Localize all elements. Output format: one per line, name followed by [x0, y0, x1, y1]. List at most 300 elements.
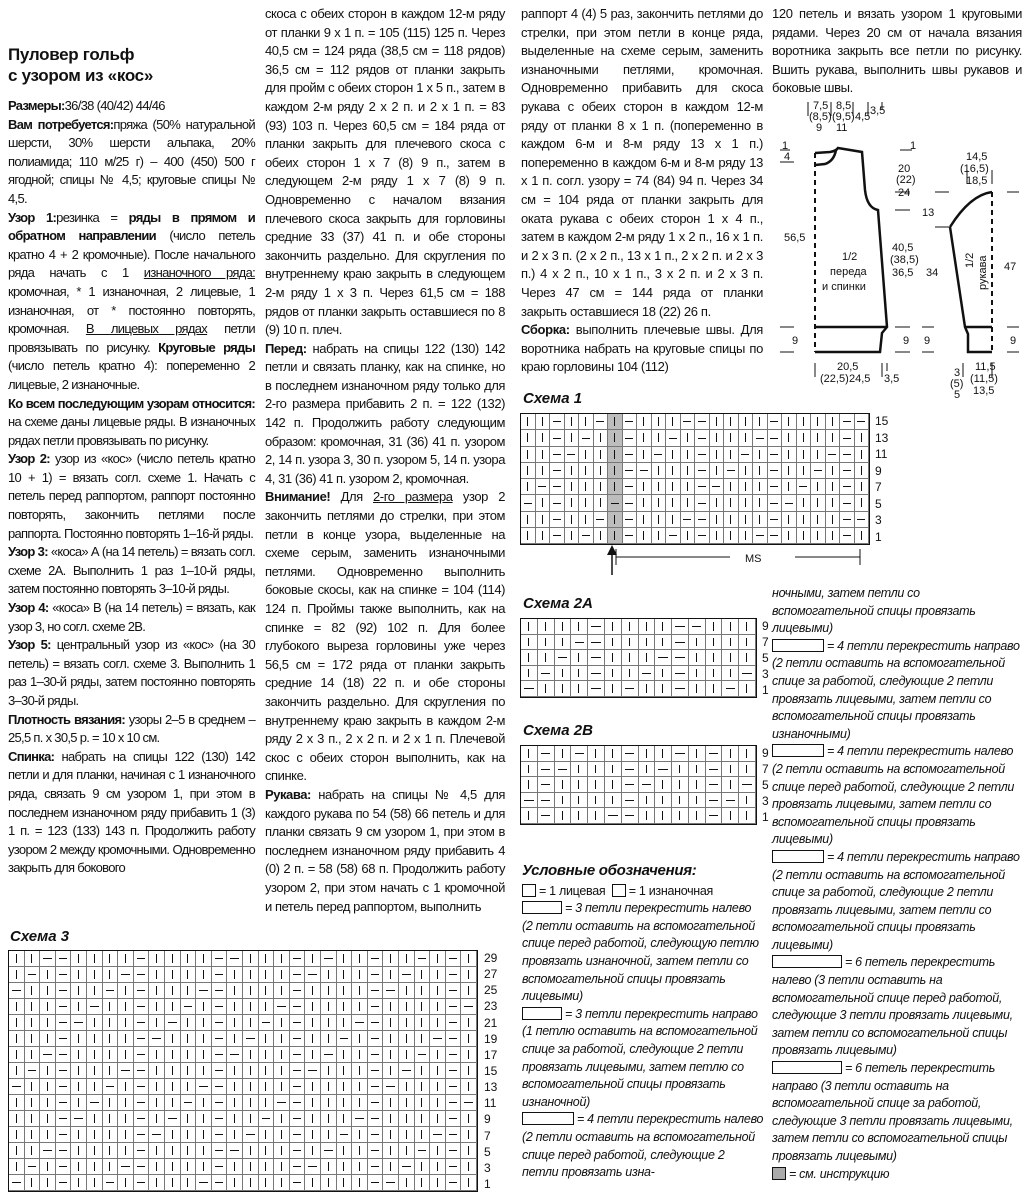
row-number: 7 [875, 480, 882, 495]
purl-cell [212, 1111, 228, 1127]
knit-cell [40, 1175, 56, 1191]
knit-cell [259, 951, 275, 967]
bold-text: Узор 2: [8, 451, 50, 467]
knit-cell [739, 512, 754, 528]
knit-cell [571, 666, 588, 682]
knit-cell [337, 1095, 353, 1111]
purl-cell [446, 1063, 462, 1079]
knit-cell [71, 1079, 87, 1095]
row-number: 9 [762, 619, 769, 633]
knit-cell [571, 793, 588, 809]
knit-cell [655, 619, 672, 635]
knit-cell [710, 495, 725, 511]
knit-cell [739, 479, 754, 495]
knit-cell [672, 808, 689, 824]
knit-cell [637, 479, 652, 495]
knit-cell [555, 635, 572, 651]
purl-cell [672, 635, 689, 651]
knit-cell [259, 1063, 275, 1079]
knit-cell [637, 512, 652, 528]
dim-label: 56,5 [784, 232, 806, 244]
knit-cell [521, 414, 536, 430]
knit-cell [87, 1111, 103, 1127]
knit-cell [399, 1015, 415, 1031]
knit-cell [855, 447, 870, 463]
legend-item [772, 1166, 1024, 1184]
purl-cell [695, 512, 710, 528]
purl-cell [368, 1143, 384, 1159]
knit-cell [352, 1063, 368, 1079]
purl-cell [134, 951, 150, 967]
knit-cell [724, 512, 739, 528]
paragraph [265, 786, 505, 916]
bold-text: Сборка: [521, 322, 570, 338]
dim-label: 5 [954, 389, 961, 400]
purl-cell [40, 1047, 56, 1063]
purl-cell [622, 681, 639, 697]
knit-cell [87, 1127, 103, 1143]
legend-text: = 6 петель перекрестить налево (3 петли оставить на вспомогательной спице перед работой, следующие 3 петли провязать лицевыми, затем петли со вспомогательной спицы провязать лицевыми) [772, 955, 1013, 1058]
knit-cell [87, 1079, 103, 1095]
knit-cell [622, 635, 639, 651]
knit-cell [87, 1015, 103, 1031]
knit-cell [243, 1143, 259, 1159]
knit-cell [243, 1159, 259, 1175]
knit-cell [811, 430, 826, 446]
purl-cell [134, 1111, 150, 1127]
knit-cell [605, 762, 622, 778]
purl-cell [666, 430, 681, 446]
purl-cell [290, 951, 306, 967]
dim-label: (11,5) [970, 373, 998, 385]
knit-cell [383, 1111, 399, 1127]
knit-cell [243, 1095, 259, 1111]
purl-cell [538, 762, 555, 778]
purl-cell [550, 528, 565, 544]
knit-cell [753, 495, 768, 511]
knit-cell [555, 777, 572, 793]
knit-cell [579, 463, 594, 479]
knit-cell [710, 430, 725, 446]
knit-cell [415, 1079, 431, 1095]
knit-cell [243, 1047, 259, 1063]
legend-text: = 1 лицевая [539, 883, 606, 898]
knit-cell [383, 1047, 399, 1063]
legend-item [522, 900, 764, 1006]
knit-cell [9, 1127, 25, 1143]
purl-cell [538, 777, 555, 793]
purl-cell [352, 1015, 368, 1031]
legend-item [772, 1060, 1024, 1166]
paragraph [521, 321, 763, 377]
cable-symbol-icon [522, 901, 562, 914]
knit-cell [605, 793, 622, 809]
dim-label: 13 [922, 207, 935, 219]
knit-cell [739, 619, 756, 635]
knit-cell [227, 1079, 243, 1095]
knit-cell [594, 528, 609, 544]
purl-cell [368, 1159, 384, 1175]
scheme-2b-chart [520, 745, 757, 825]
legend-text: = 6 петель перекрестить направо (3 петли оставить на вспомогательной спице за работой, следующие 3 петли провязать лицевыми, затем петли со вспомогательной спицы провязать лицевыми) [772, 1061, 1013, 1163]
knit-cell [681, 495, 696, 511]
knit-cell [706, 681, 723, 697]
purl-cell [706, 793, 723, 809]
paragraph [265, 340, 505, 489]
purl-cell [768, 479, 783, 495]
legend-item [772, 954, 1024, 1060]
title-line: Пуловер гольф [8, 45, 135, 64]
knit-cell [608, 414, 623, 430]
row-number: 1 [762, 683, 769, 697]
knit-cell [165, 1063, 181, 1079]
knit-cell [181, 1063, 197, 1079]
knit-cell [321, 1079, 337, 1095]
knit-cell [652, 430, 667, 446]
column-3-text [521, 5, 763, 377]
purl-cell [71, 1015, 87, 1031]
purl-cell [706, 762, 723, 778]
knit-cell [855, 430, 870, 446]
legend-col-2 [772, 585, 1024, 1183]
purl-cell [782, 495, 797, 511]
knit-cell [25, 1047, 41, 1063]
text: выполнить плечевые швы. Для воротника набрать на круговые спицы по краю горловины 104 (112) [521, 322, 763, 375]
purl-cell [290, 1079, 306, 1095]
purl-cell [695, 463, 710, 479]
purl-cell [305, 1063, 321, 1079]
knit-cell [689, 635, 706, 651]
knit-cell [321, 1095, 337, 1111]
knit-cell [588, 793, 605, 809]
knit-cell [337, 967, 353, 983]
knit-cell [181, 1047, 197, 1063]
purl-cell [415, 1143, 431, 1159]
purl-cell [149, 1031, 165, 1047]
knit-cell [639, 681, 656, 697]
purl-cell [321, 1143, 337, 1159]
knit-cell [579, 479, 594, 495]
knit-cell [521, 650, 538, 666]
knit-cell [461, 1079, 477, 1095]
knit-cell [681, 528, 696, 544]
dim-label: 36,5 [892, 267, 914, 279]
dim-label: 47 [1004, 261, 1017, 273]
purl-cell [25, 1063, 41, 1079]
purl-cell [538, 746, 555, 762]
purl-cell [446, 1031, 462, 1047]
knit-cell [118, 1095, 134, 1111]
knit-cell [274, 1111, 290, 1127]
knit-cell [639, 762, 656, 778]
knit-cell [274, 983, 290, 999]
knit-cell [305, 1175, 321, 1191]
purl-cell [56, 983, 72, 999]
knit-cell [181, 951, 197, 967]
knit-cell [811, 512, 826, 528]
legend-col-1 [522, 862, 764, 1182]
knit-cell [274, 1063, 290, 1079]
knit-cell [243, 1079, 259, 1095]
knit-cell [103, 1127, 119, 1143]
knit-cell [571, 619, 588, 635]
knit-cell [565, 512, 580, 528]
knit-cell [666, 447, 681, 463]
purl-cell [165, 1015, 181, 1031]
knit-cell [594, 447, 609, 463]
knit-cell [40, 1079, 56, 1095]
knit-cell [605, 681, 622, 697]
knit-cell [594, 495, 609, 511]
purl-cell [446, 1047, 462, 1063]
purl-cell [840, 528, 855, 544]
purl-cell [212, 1063, 228, 1079]
purl-cell [446, 1159, 462, 1175]
dim-label: 9 [903, 335, 910, 347]
knit-cell [637, 414, 652, 430]
knit-cell [639, 650, 656, 666]
knit-cell [181, 1175, 197, 1191]
purl-cell [134, 1015, 150, 1031]
purl-cell [134, 1047, 150, 1063]
knit-cell [637, 528, 652, 544]
purl-cell [368, 967, 384, 983]
purl-cell [639, 666, 656, 682]
knit-cell [538, 619, 555, 635]
purl-cell [840, 430, 855, 446]
knit-cell [71, 951, 87, 967]
purl-cell [290, 1127, 306, 1143]
knit-cell [415, 999, 431, 1015]
knit-cell [87, 1063, 103, 1079]
purl-cell [368, 1063, 384, 1079]
knit-cell [461, 1015, 477, 1031]
row-number: 9 [875, 463, 882, 478]
purl-cell [797, 479, 812, 495]
purl-cell [672, 650, 689, 666]
purl-cell [181, 1095, 197, 1111]
text: «коса» А (на 14 петель) = вязать согл. схеме 2А. Выполнить 1 раз 1–10-й ряды, затем постоянно повторять 3–10-й ряды. [8, 544, 255, 597]
knit-cell [383, 1015, 399, 1031]
purl-cell [623, 447, 638, 463]
text: резинка = [56, 209, 129, 225]
knit-cell [461, 1143, 477, 1159]
knit-cell [739, 528, 754, 544]
knit-cell [681, 447, 696, 463]
knit-cell [352, 999, 368, 1015]
knit-cell [149, 1111, 165, 1127]
row-number: 5 [484, 1144, 491, 1159]
knit-cell [227, 1159, 243, 1175]
knit-cell [739, 495, 754, 511]
knit-cell [305, 983, 321, 999]
scheme-2a-chart [520, 618, 757, 698]
text: набрать на спицы 122 (130) 142 петли и для планки, начиная с 1 изнаночного ряда, связать 9 см узором 1, при этом в последнем изнаночном ряду прибавить 1 (3) 1 п. = 123 (133) 143 п. Продолжить работу узором 2 между кромочными. Одновременно закрыть для бокового [8, 748, 255, 876]
knit-cell [753, 479, 768, 495]
knit-cell [9, 1095, 25, 1111]
knit-cell [689, 808, 706, 824]
purl-cell [538, 666, 555, 682]
knit-cell [274, 951, 290, 967]
knit-cell [9, 1047, 25, 1063]
purl-cell [840, 463, 855, 479]
knit-cell [243, 983, 259, 999]
knit-cell [415, 1063, 431, 1079]
knit-cell [739, 414, 754, 430]
purl-cell [588, 681, 605, 697]
purl-cell [368, 999, 384, 1015]
purl-cell [56, 999, 72, 1015]
knit-cell [655, 666, 672, 682]
bold-text: Узор 3: [8, 544, 48, 560]
purl-cell [134, 1175, 150, 1191]
knit-cell [724, 528, 739, 544]
purl-cell [56, 1159, 72, 1175]
purl-cell [383, 1175, 399, 1191]
purl-cell [536, 479, 551, 495]
knit-cell [9, 999, 25, 1015]
dim-label: 11 [836, 122, 848, 134]
purl-cell [639, 777, 656, 793]
knit-cell [87, 951, 103, 967]
knit-cell [430, 1159, 446, 1175]
knit-cell [608, 463, 623, 479]
knit-cell [274, 1127, 290, 1143]
knit-cell [103, 1063, 119, 1079]
knit-cell [103, 1143, 119, 1159]
knit-cell [25, 951, 41, 967]
knit-cell [521, 619, 538, 635]
purl-cell [290, 1175, 306, 1191]
knit-cell [196, 1143, 212, 1159]
title-line: с узором из «кос» [8, 66, 153, 85]
knit-cell [71, 967, 87, 983]
body-label: 1/2 [842, 251, 858, 263]
purl-cell [768, 495, 783, 511]
knit-cell [536, 414, 551, 430]
purl-cell [446, 967, 462, 983]
purl-cell [706, 777, 723, 793]
knit-cell [227, 1111, 243, 1127]
purl-cell [290, 1015, 306, 1031]
purl-cell [672, 619, 689, 635]
row-number: 1 [762, 810, 769, 824]
purl-cell [753, 430, 768, 446]
knit-cell [305, 1047, 321, 1063]
bold-text: Внимание! [265, 489, 331, 505]
purl-cell [337, 1031, 353, 1047]
knit-cell [521, 479, 536, 495]
knit-cell [40, 983, 56, 999]
legend-text: = 1 изнаночная [628, 883, 714, 898]
knit-cell [352, 1095, 368, 1111]
knit-cell [571, 808, 588, 824]
purl-cell [550, 414, 565, 430]
knit-cell [461, 967, 477, 983]
knit-cell [722, 762, 739, 778]
purl-cell [118, 967, 134, 983]
legend-text: = 3 петли перекрестить налево (2 петли оставить на вспомогательной спице перед работой, следующую петлю провязать изнаночной, затем петли со вспомогательной спицы провязать лицевыми) [522, 901, 759, 1004]
knit-cell [352, 1159, 368, 1175]
knit-cell [165, 1047, 181, 1063]
knit-cell [639, 746, 656, 762]
purl-cell [383, 1079, 399, 1095]
purl-cell [290, 999, 306, 1015]
dim-label: 9 [924, 335, 931, 347]
knit-cell [652, 512, 667, 528]
knit-cell [571, 762, 588, 778]
knit-cell [722, 808, 739, 824]
purl-cell [9, 1175, 25, 1191]
knit-cell [25, 999, 41, 1015]
knit-cell [461, 1127, 477, 1143]
purl-cell [588, 619, 605, 635]
purl-cell [623, 479, 638, 495]
knit-cell [655, 681, 672, 697]
knit-cell [243, 1063, 259, 1079]
page-title [8, 44, 153, 86]
knit-cell [165, 1031, 181, 1047]
knit-cell [521, 430, 536, 446]
dim-label: 9 [792, 335, 799, 347]
purl-cell [274, 999, 290, 1015]
purl-cell [415, 951, 431, 967]
knit-cell [383, 1095, 399, 1111]
body-label: переда [830, 266, 867, 278]
bold-text: Рукава: [265, 786, 311, 802]
purl-cell [212, 1079, 228, 1095]
knit-cell [103, 1111, 119, 1127]
purl-cell [103, 983, 119, 999]
knit-cell [399, 1143, 415, 1159]
knit-cell [706, 619, 723, 635]
dim-label: 7,5 [813, 100, 829, 112]
column-4-text [772, 5, 1022, 98]
knit-cell [652, 495, 667, 511]
purl-cell [290, 983, 306, 999]
knit-cell [536, 430, 551, 446]
purl-cell [118, 1159, 134, 1175]
knit-cell [724, 447, 739, 463]
knit-cell [87, 1175, 103, 1191]
knit-cell [383, 1031, 399, 1047]
knit-cell [305, 999, 321, 1015]
purl-cell [212, 983, 228, 999]
purl-cell [550, 479, 565, 495]
knit-cell [149, 1143, 165, 1159]
dim-label: (5) [950, 378, 964, 390]
column-2-text [265, 5, 505, 916]
knit-cell [652, 479, 667, 495]
legend-item [522, 1111, 764, 1181]
purl-cell [739, 777, 756, 793]
purl-cell [768, 430, 783, 446]
sleeve-label: 1/2 [964, 252, 976, 268]
knit-cell [811, 495, 826, 511]
legend-knit-purl [522, 883, 764, 901]
knit-cell [399, 1095, 415, 1111]
knit-cell [149, 951, 165, 967]
knit-cell [305, 1095, 321, 1111]
row-number: 5 [762, 778, 769, 792]
knit-cell [274, 1079, 290, 1095]
text: набрать на спицы 122 (130) 142 петли и связать планку, как на спинке, но в последнем изнаночном ряду только для 2-го размера прибавить 2 п. = 122 (132) 142 п. Продолжить работу следующим образом: кромочная, 31 (36) 41 п. узором 2, 14 п. узора 3, 30 п. узором 5, 14 п. узора 4, 31 (36) 41 п. узором 2, кромочная. [265, 340, 505, 486]
purl-cell [40, 1143, 56, 1159]
paragraph [8, 599, 255, 636]
scheme-1-chart [520, 413, 870, 545]
knit-cell [383, 999, 399, 1015]
knit-cell [321, 1159, 337, 1175]
